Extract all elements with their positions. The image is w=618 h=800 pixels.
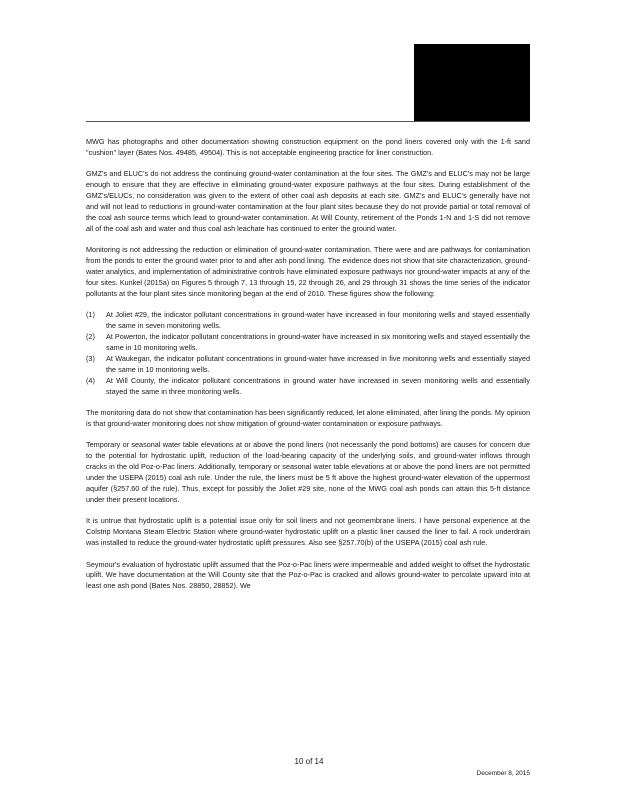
- findings-list: [86, 310, 530, 397]
- list-item: [86, 310, 530, 332]
- paragraph: GMZ's and ELUC's do not address the continuing ground-water contamination at the four sites. The GMZ's and ELUC's may not be large enough to ensure that they are effective in eliminating ground-water exposure pathways at the four sites. During establishment of the GMZ's/ELUCs, no consideration was given to the extent of other coal ash deposits at each site. GMZ's and ELUC's generally have not and will not lead to reductions in ground-water contamination at the four plant sites because they do not provide partial or total removal of the coal ash source terms which lead to ground-water contamination. At Will County, retirement of the Ponds 1-N and 1-S did not remove all of the coal ash and water and thus coal ash leachate has continued to enter the ground water.: [86, 169, 530, 233]
- list-item: [86, 332, 530, 354]
- paragraph: It is untrue that hydrostatic uplift is a potential issue only for soil liners and not geomembrane liners. I have personal experience at the Colstrip Montana Steam Electric Station where ground-water hydrostatic uplift on a plastic liner caused the liner to fail. A rock underdrain was installed to reduce the ground-water hydrostatic uplift pressures. Also see §257.70(b) of the USEPA (2015) coal ash rule.: [86, 516, 530, 548]
- list-number: (2): [86, 332, 95, 342]
- page-number: 10 of 14: [294, 757, 324, 766]
- list-item-text: At Will County, the indicator pollutant concentrations in ground water have increased in seven monitoring wells and essentially stayed the same in three monitoring wells.: [106, 375, 530, 396]
- list-item-text: At Waukegan, the indicator pollutant concentrations in ground-water have increased in five monitoring wells and essentially stayed the same in 10 monitoring wells.: [106, 353, 530, 374]
- header-rule: [86, 121, 530, 122]
- list-item: [86, 354, 530, 376]
- footer-date: December 8, 2015: [476, 770, 530, 777]
- paragraph: Seymour's evaluation of hydrostatic uplift assumed that the Poz-o-Pac liners were impermeable and added weight to offset the hydrostatic uplift. We have documentation at the Will County site that the Poz-o-Pac is cracked and allows ground-water to percolate upward into at least one ash pond (Bates Nos. 28850, 28852). We: [86, 559, 530, 591]
- paragraph: The monitoring data do not show that contamination has been significantly reduced, let alone eliminated, after lining the ponds. My opinion is that ground-water monitoring does not show mitigation of ground-water contamination or exposure pathways.: [86, 408, 530, 428]
- list-number: (4): [86, 375, 95, 385]
- paragraph: Temporary or seasonal water table elevations at or above the pond liners (not necessarily the pond bottoms) are causes for concern due to the potential for hydrostatic uplift, reduction of the load-bearing capacity of the underlying soils, and ground-water inflows through cracks in the old Poz-o-Pac liners. Additionally, temporary or seasonal water table elevations at or above the pond liners are not permitted under the USEPA (2015) coal ash rule. Under the rule, the liners must be 5 ft above the highest ground-water elevation of the uppermost aquifer (§257.60 of the rule). Thus, except for possibly the Joliet #29 site, none of the MWG coal ash ponds can attain this 5-ft distance under their present locations.: [86, 440, 530, 504]
- redaction-box: [414, 44, 530, 121]
- list-item: [86, 376, 530, 398]
- list-item-text: At Powerton, the indicator pollutant concentrations in ground-water have increased in six monitoring wells and stayed essentially the same in 10 monitoring wells.: [106, 332, 530, 352]
- document-body: [86, 137, 530, 603]
- paragraph: Monitoring is not addressing the reduction or elimination of ground-water contamination. There were and are pathways for contamination from the ponds to enter the ground water prior to and after ash pond lining. The evidence does not show that site characterization, ground-water analytics, and implementation of administrative controls have eliminated exposure pathways nor ground-water impacts at any of the four sites. Kunkel (2015a) on Figures 5 through 7, 13 through 15, 22 through 26, and 29 through 31 shows the time series of the indicator pollutants at the four plant sites since monitoring began at the end of 2010. These figures show the following:: [86, 245, 530, 298]
- list-number: (3): [86, 353, 95, 363]
- list-item-text: At Joliet #29, the indicator pollutant concentrations in ground-water have increased in four monitoring wells and stayed essentially the same in seven monitoring wells.: [106, 310, 530, 331]
- paragraph: MWG has photographs and other documentation showing construction equipment on the pond liners covered only with the 1-ft sand "cushion" layer (Bates Nos. 49485, 49504). This is not acceptable engineering practice for liner construction.: [86, 137, 530, 157]
- list-number: (1): [86, 310, 95, 320]
